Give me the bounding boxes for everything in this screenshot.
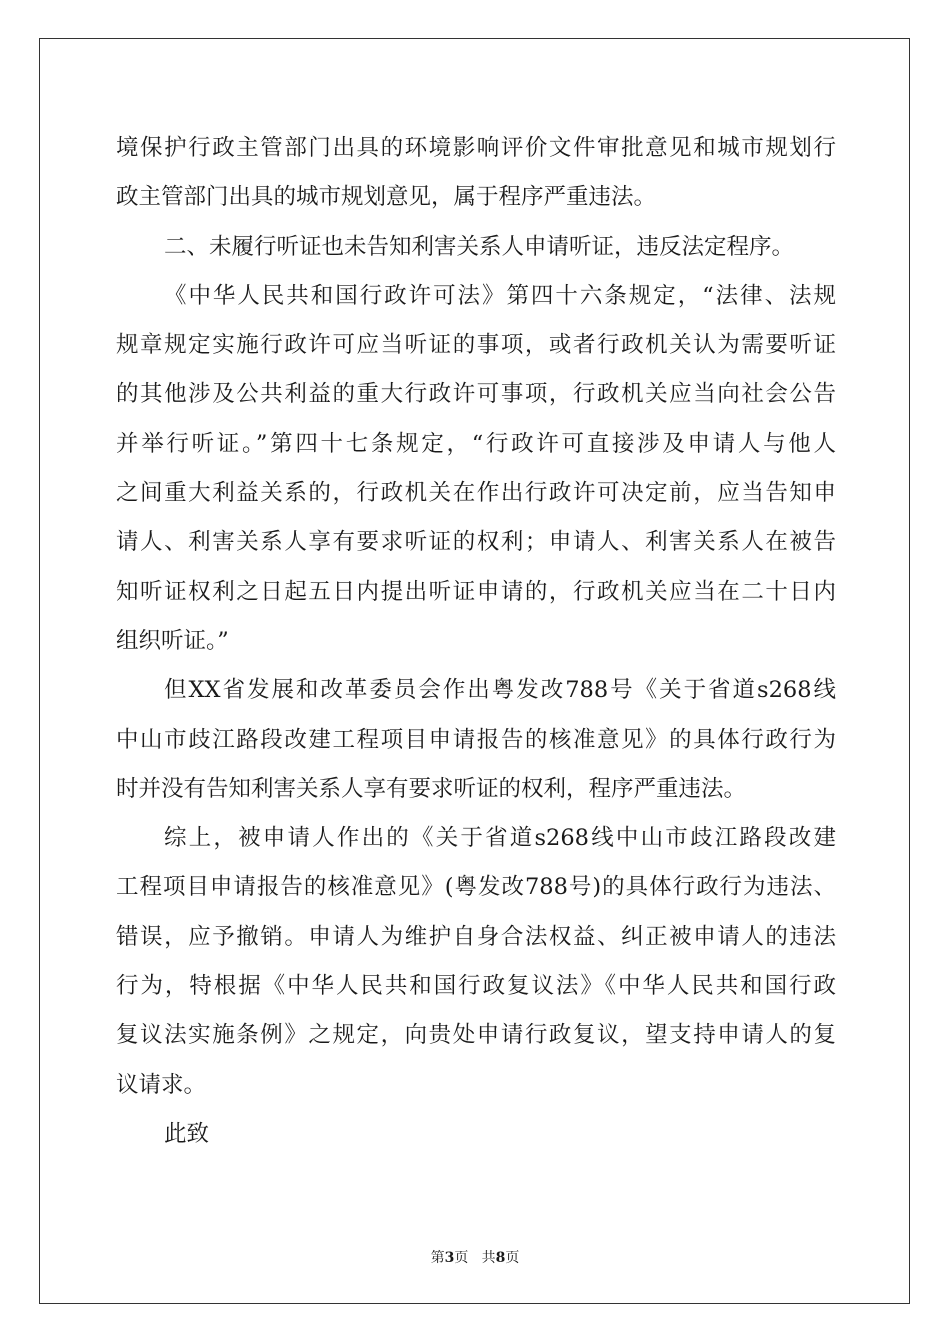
text-line: 但XX省发展和改革委员会作出粤发改788号《关于省道s268线 <box>164 677 836 704</box>
text-line: 《中华人民共和国行政许可法》第四十六条规定，“法律、法规 <box>164 282 836 309</box>
total-prefix: 共 <box>481 1250 496 1266</box>
total-suffix: 页 <box>505 1250 520 1266</box>
total-pages: 8 <box>495 1250 506 1266</box>
text-line: 此致 <box>164 1120 210 1147</box>
text-line: 议请求。 <box>116 1071 207 1098</box>
text-line: 行为，特根据《中华人民共和国行政复议法》《中华人民共和国行政 <box>116 973 836 1000</box>
text-line: 二、未履行听证也未告知利害关系人申请听证，违反法定程序。 <box>164 233 795 260</box>
page-prefix: 第 <box>430 1250 445 1266</box>
text-line: 境保护行政主管部门出具的环境影响评价文件审批意见和城市规划行 <box>116 135 836 161</box>
text-line: 并举行听证。”第四十七条规定，“行政许可直接涉及申请人与他人 <box>116 430 836 457</box>
text-line: 复议法实施条例》之规定，向贵处申请行政复议，望支持申请人的复 <box>116 1022 836 1049</box>
text-line: 知听证权利之日起五日内提出听证申请的，行政机关应当在二十日内 <box>116 578 836 605</box>
document-body <box>116 124 836 1159</box>
text-line: 错误，应予撤销。申请人为维护自身合法权益、纠正被申请人的违法 <box>116 923 836 950</box>
text-line: 的其他涉及公共利益的重大行政许可事项，行政机关应当向社会公告 <box>116 381 836 408</box>
text-line: 工程项目申请报告的核准意见》(粤发改788号)的具体行政行为违法、 <box>116 874 836 901</box>
text-line: 规章规定实施行政许可应当听证的事项，或者行政机关认为需要听证 <box>116 332 836 359</box>
page-suffix: 页 <box>454 1250 469 1266</box>
text-line: 请人、利害关系人享有要求听证的权利；申请人、利害关系人在被告 <box>116 529 836 556</box>
text-line: 政主管部门出具的城市规划意见，属于程序严重违法。 <box>116 184 657 211</box>
text-line: 综上，被申请人作出的《关于省道s268线中山市歧江路段改建 <box>164 825 836 852</box>
text-line: 组织听证。” <box>116 627 229 654</box>
page-number: 3 <box>444 1250 455 1266</box>
page-footer <box>0 1247 950 1267</box>
text-line: 中山市歧江路段改建工程项目申请报告的核准意见》的具体行政行为 <box>116 726 836 753</box>
text-line: 时并没有告知利害关系人享有要求听证的权利，程序严重违法。 <box>116 775 747 802</box>
text-line: 之间重大利益关系的，行政机关在作出行政许可决定前，应当告知申 <box>116 480 836 507</box>
